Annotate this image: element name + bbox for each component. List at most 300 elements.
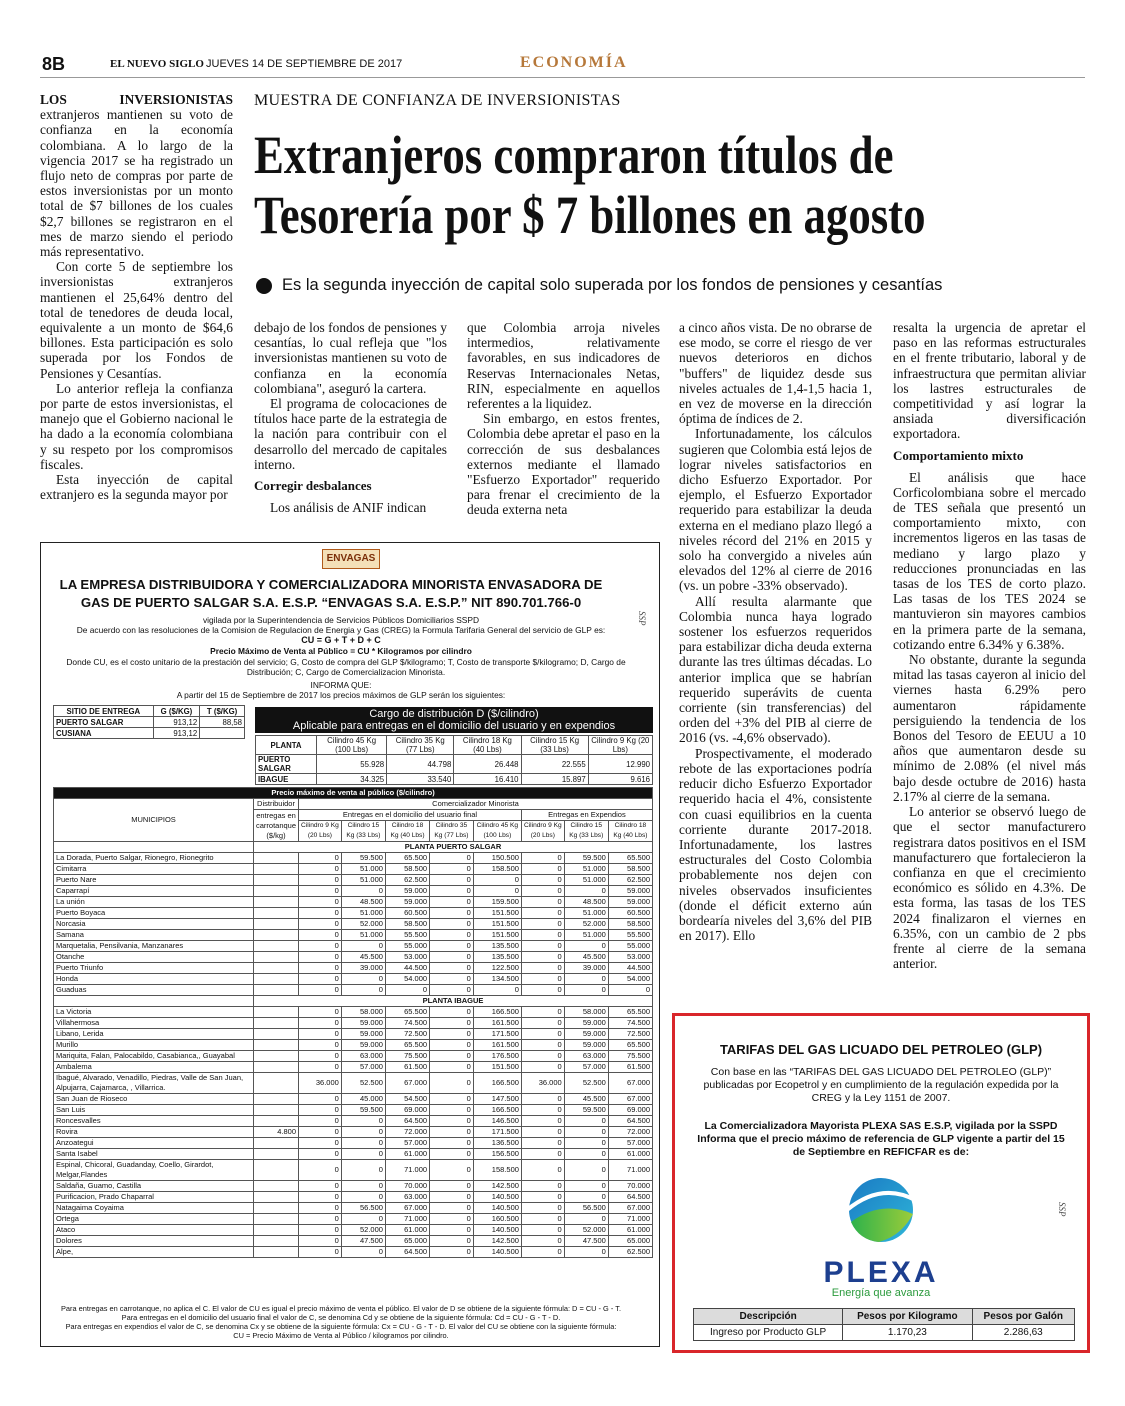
price-cell: 61.000 xyxy=(385,1225,429,1236)
municipio-name: Purificacion, Prado Chaparral xyxy=(54,1192,254,1203)
ssp-logo: SSP xyxy=(1057,1202,1067,1217)
price-cell: 0 xyxy=(521,1116,564,1127)
price-cell: 0 xyxy=(430,963,474,974)
price-cell: 64.500 xyxy=(608,1116,652,1127)
column-header: PLANTA xyxy=(256,736,317,755)
price-cell: 0 xyxy=(299,1181,342,1192)
price-cell: 0 xyxy=(564,1149,608,1160)
municipio-name: Mariquita, Falan, Palocabildo, Casabianca,, Guayabal xyxy=(54,1051,254,1062)
column-header: SITIO DE ENTREGA xyxy=(54,706,154,717)
price-cell: 0 xyxy=(341,1214,385,1225)
dist-cell xyxy=(254,1236,299,1247)
dist-cell xyxy=(254,1203,299,1214)
subtitle-text: Es la segunda inyección de capital solo superada por los fondos de pensiones y cesantías xyxy=(282,276,943,294)
headline-line-2: Tesorería por $ 7 billones en agosto xyxy=(254,185,926,245)
plexa-paragraph-2: La Comercializadora Mayorista PLEXA SAS E.S.P, vigilada por la SSPD Informa que el precio máximo de referencia de GLP vigente a partir del 15 de Septiembre en REFICFAR es de: xyxy=(697,1120,1065,1158)
dist-cell xyxy=(254,1029,299,1040)
municipio-name: Roncesvalles xyxy=(54,1116,254,1127)
price-cell: 59.500 xyxy=(564,853,608,864)
price-cell: 63.000 xyxy=(564,1051,608,1062)
table-row xyxy=(54,717,245,728)
price-cell: 0 xyxy=(521,963,564,974)
plexa-logo-icon xyxy=(841,1170,921,1256)
article-column-1 xyxy=(40,92,233,522)
price-cell: 151.500 xyxy=(473,1062,521,1073)
price-cell: 65.000 xyxy=(608,1236,652,1247)
dist-cell xyxy=(254,908,299,919)
paragraph: debajo de los fondos de pensiones y cesantías, lo cual refleja que "los inversionistas mantienen su voto de confianza en la economía colombiana", aseguró la cartera. xyxy=(254,320,447,396)
price-cell: 58.500 xyxy=(385,919,429,930)
ad-line: vigilada por la Superintendencia de Servicios Públicos Domiciliarios SSPD xyxy=(202,615,480,625)
lead-caps: LOS INVERSIONISTAS xyxy=(40,92,233,107)
price-cell: 135.500 xyxy=(473,941,521,952)
price-cell: 62.500 xyxy=(608,875,652,886)
price-cell: 0 xyxy=(473,875,521,886)
municipio-name: Samana xyxy=(54,930,254,941)
publication-name: EL NUEVO SIGLO xyxy=(110,58,204,70)
price-cell: 0 xyxy=(521,1127,564,1138)
subtitle xyxy=(256,276,942,295)
dist-cell xyxy=(254,1105,299,1116)
table-cell: 913,12 xyxy=(153,717,199,728)
paragraph-text: extranjeros mantienen su voto de confianza en la economía colombiana. A lo largo de la vigencia 2017 se ha registrado un flujo neto de compras por parte de estos inversionistas por un monto total de $7 billones de los cuales $2,7 billones se registraron en el mes de marzo siendo el periodo más representativo. xyxy=(40,107,233,260)
price-cell: 0 xyxy=(299,886,342,897)
bullet-icon xyxy=(256,278,272,294)
municipio-name: Alpe, xyxy=(54,1247,254,1258)
column-header: Pesos por Galón xyxy=(972,1309,1074,1325)
price-cell: 72.500 xyxy=(385,1029,429,1040)
price-cell: 0 xyxy=(341,1192,385,1203)
price-cell: 71.000 xyxy=(385,1214,429,1225)
footnote: Para entregas en el domicilio del usuario final el valor de C, se denomina Cd y se obtiene de la siguiente fórmula: Cd = CU - G - T - D. xyxy=(121,1313,561,1322)
price-cell: 0 xyxy=(299,1105,342,1116)
price-cell: 70.000 xyxy=(608,1181,652,1192)
dist-cell xyxy=(254,897,299,908)
price-cell: 56.500 xyxy=(341,1203,385,1214)
ad-line: INFORMA QUE: xyxy=(310,680,372,690)
dist-cell xyxy=(254,1160,299,1181)
paragraph: a cinco años vista. De no obrarse de ese modo, se corre el riesgo de ver nuevos deterioros en dichos "buffers" de liquidez desde sus niveles actuales de 1,4-1,5 hacia 1, en vez de moverse en la dirección óptima de índices de 2. xyxy=(679,320,872,427)
price-cell: 58.000 xyxy=(564,1007,608,1018)
article-column-3 xyxy=(467,320,660,526)
table-row xyxy=(54,1160,653,1181)
table-row xyxy=(54,930,653,941)
price-cell: 0 xyxy=(430,1247,474,1258)
dist-cell xyxy=(254,974,299,985)
table-row xyxy=(256,755,653,774)
plexa-paragraph-1: Con base en las “TARIFAS DEL GAS LICUADO DEL PETROLEO (GLP)” publicadas por Ecopetrol y en cumplimiento de la regulación expedida por la CREG y la Ley 1151 de 2007. xyxy=(703,1066,1059,1104)
price-cell: 54.000 xyxy=(385,974,429,985)
price-cell: 0 xyxy=(564,886,608,897)
price-cell: 0 xyxy=(299,1203,342,1214)
section-name: ECONOMÍA xyxy=(520,54,628,71)
price-cell: 59.000 xyxy=(341,1029,385,1040)
price-cell: 51.000 xyxy=(564,875,608,886)
price-cell: 0 xyxy=(430,941,474,952)
price-cell: 0 xyxy=(299,1138,342,1149)
municipio-name: Ibagué, Alvarado, Venadillo, Piedras, Valle de San Juan, Alpujarra, Cajamarca, , Villarrica. xyxy=(54,1073,254,1094)
price-cell: 52.500 xyxy=(341,1073,385,1094)
price-cell: 0 xyxy=(299,974,342,985)
plexa-title: TARIFAS DEL GAS LICUADO DEL PETROLEO (GLP) xyxy=(719,1042,1043,1057)
price-cell: 61.500 xyxy=(608,1062,652,1073)
price-cell: 65.500 xyxy=(385,853,429,864)
col-dist-2: entregas en carrotanque ($/kg) xyxy=(254,810,299,842)
dist-cell xyxy=(254,1073,299,1094)
table-row xyxy=(54,952,653,963)
price-cell: 0 xyxy=(341,1247,385,1258)
municipio-name: Puerto Boyaca xyxy=(54,908,254,919)
formula: CU = G + T + D + C xyxy=(301,635,381,645)
price-cell: 51.000 xyxy=(564,864,608,875)
ssp-logo: SSP xyxy=(637,611,647,626)
price-cell: 59.000 xyxy=(564,1018,608,1029)
price-cell: 0 xyxy=(521,1247,564,1258)
price-cell: 0 xyxy=(430,1094,474,1105)
table-row xyxy=(54,1073,653,1094)
price-cell: 0 xyxy=(299,919,342,930)
article-column-4 xyxy=(679,320,872,1005)
price-cell: 0 xyxy=(430,1203,474,1214)
paragraph: Con corte 5 de septiembre los inversionistas extranjeros mantienen el 25,64% dentro del total de tenedores de deuda local, equivalente a un monto de $64,6 billones. Esta participación es solo superada por los Fondos de Pensiones y Cesantías. xyxy=(40,259,233,381)
price-cell: 0 xyxy=(521,1160,564,1181)
paragraph: Prospectivamente, el moderado rebote de las exportaciones podría reducir dicho Esfuerzo Exportador requerido hacia el 4%, consistente con cuasi equilibrios en la cuenta corriente durante 2017-2018. Infortunadamente, los lastres estructurales del Costo Colombia probablemente nos dejen con niveles observados insuficientes (donde el déficit externo aún bordearía niveles del 3,6% del PIB en 2017). Ello xyxy=(679,745,872,944)
table-cell: 16.410 xyxy=(454,774,521,785)
price-cell: 55.500 xyxy=(608,930,652,941)
price-cell: 0 xyxy=(521,985,564,996)
price-cell: 0 xyxy=(521,952,564,963)
dist-cell xyxy=(254,919,299,930)
table-row xyxy=(54,728,245,739)
price-cell: 0 xyxy=(299,1007,342,1018)
price-cell: 59.500 xyxy=(564,1105,608,1116)
table-row xyxy=(54,1018,653,1029)
price-cell: 61.000 xyxy=(608,1149,652,1160)
price-cell: 61.500 xyxy=(385,1062,429,1073)
paragraph: No obstante, durante la segunda mitad las tasas cayeron al inicio del viernes hasta 6.29% pero aumentaron rápidamente persiguiendo la tendencia de los Bonos del Tesoro de EEUU a 10 años que aumentaron desde su mínimo de 2.08% (el nivel más bajo desde octubre de 2016) hasta 2.17% al cierre de la semana. xyxy=(893,652,1086,804)
table-cell: 55.928 xyxy=(317,755,387,774)
price-cell: 0 xyxy=(430,930,474,941)
headline-line-1: Extranjeros compraron títulos de xyxy=(254,125,894,185)
price-cell: 75.500 xyxy=(385,1051,429,1062)
table-row xyxy=(54,1040,653,1051)
municipio-name: Ortega xyxy=(54,1214,254,1225)
price-cell: 71.000 xyxy=(608,1160,652,1181)
price-cell: 0 xyxy=(299,1160,342,1181)
paragraph: El programa de colocaciones de títulos hace parte de la estrategia de la nación para contribuir con el desarrollo del mercado de capitales interno. xyxy=(254,396,447,472)
dist-cell xyxy=(254,963,299,974)
column-header: Cilindro 35 Kg (77 Lbs) xyxy=(387,736,454,755)
table-row xyxy=(54,1192,653,1203)
price-cell: 0 xyxy=(521,853,564,864)
table-row xyxy=(54,974,653,985)
price-cell: 59.000 xyxy=(341,1040,385,1051)
d-title-2: Aplicable para entregas en el domicilio del usuario y en expendios xyxy=(292,720,616,732)
municipio-name: Ataco xyxy=(54,1225,254,1236)
price-cell: 150.500 xyxy=(473,853,521,864)
price-cell: 0 xyxy=(430,1040,474,1051)
price-cell: 0 xyxy=(430,1225,474,1236)
price-cell: 0 xyxy=(430,919,474,930)
price-cell: 45.500 xyxy=(341,952,385,963)
price-cell: 65.500 xyxy=(608,1040,652,1051)
table-cell: 22.555 xyxy=(521,755,588,774)
municipio-name: La Victoria xyxy=(54,1007,254,1018)
price-cell: 0 xyxy=(564,1192,608,1203)
price-cell: 0 xyxy=(564,1214,608,1225)
price-cell: 75.500 xyxy=(608,1051,652,1062)
price-cell: 65.500 xyxy=(385,1007,429,1018)
paragraph: Esta inyección de capital extranjero es la segunda mayor por xyxy=(40,472,233,503)
dist-cell xyxy=(254,930,299,941)
price-cell: 140.500 xyxy=(473,1192,521,1203)
subheading: Comportamiento mixto xyxy=(893,447,1024,463)
price-cell: 0 xyxy=(430,908,474,919)
column-header: Cilindro 9 Kg (20 Lbs) xyxy=(299,821,342,842)
price-cell: 171.500 xyxy=(473,1029,521,1040)
municipio-name: San Juan de Rioseco xyxy=(54,1094,254,1105)
table-row xyxy=(54,1149,653,1160)
price-cell: 61.000 xyxy=(608,1225,652,1236)
price-cell: 156.500 xyxy=(473,1149,521,1160)
price-cell: 0 xyxy=(521,941,564,952)
price-cell: 0 xyxy=(341,1127,385,1138)
price-cell: 52.500 xyxy=(564,1073,608,1094)
price-cell: 0 xyxy=(385,985,429,996)
price-cell: 67.000 xyxy=(608,1094,652,1105)
table-row xyxy=(54,886,653,897)
municipio-name: San Luis xyxy=(54,1105,254,1116)
column-header: Cilindro 15 Kg (33 Lbs) xyxy=(564,821,608,842)
table-row xyxy=(54,1214,653,1225)
price-cell: 0 xyxy=(299,1127,342,1138)
price-cell: 62.500 xyxy=(385,875,429,886)
price-cell: 45.000 xyxy=(341,1094,385,1105)
price-cell: 0 xyxy=(564,974,608,985)
price-cell: 51.000 xyxy=(341,908,385,919)
price-cell: 0 xyxy=(299,1018,342,1029)
price-cell: 0 xyxy=(564,1247,608,1258)
price-cell: 151.500 xyxy=(473,930,521,941)
column-header: Cilindro 9 Kg (20 Lbs) xyxy=(588,736,652,755)
price-cell: 0 xyxy=(430,952,474,963)
municipio-name: Cimitarra xyxy=(54,864,254,875)
price-cell: 0 xyxy=(430,1029,474,1040)
price-cell: 59.500 xyxy=(341,1105,385,1116)
article-column-2 xyxy=(254,320,447,526)
price-cell: 0 xyxy=(521,919,564,930)
table-cell xyxy=(200,728,245,739)
price-cell: 0 xyxy=(341,1160,385,1181)
paragraph xyxy=(40,92,233,259)
price-cell: 0 xyxy=(299,864,342,875)
price-cell: 0 xyxy=(299,1062,342,1073)
planta-row xyxy=(54,996,653,1007)
price-cell: 51.000 xyxy=(341,930,385,941)
page-header xyxy=(40,50,1085,78)
dist-cell xyxy=(254,1051,299,1062)
price-cell: 0 xyxy=(299,1149,342,1160)
price-cell: 55.500 xyxy=(385,930,429,941)
price-cell: 0 xyxy=(341,974,385,985)
ad-line: De acuerdo con las resoluciones de la Comision de Regulacion de Energia y Gas (CREG) la Formula Tarifaria General del servicio de GLP es: xyxy=(76,625,606,635)
price-cell: 72.000 xyxy=(608,1127,652,1138)
price-cell: 0 xyxy=(430,1051,474,1062)
price-cell: 0 xyxy=(299,985,342,996)
municipio-name: Dolores xyxy=(54,1236,254,1247)
table-row xyxy=(54,1247,653,1258)
price-cell: 0 xyxy=(430,1149,474,1160)
price-cell: 0 xyxy=(341,1181,385,1192)
ad-title-line-1: LA EMPRESA DISTRIBUIDORA Y COMERCIALIZADORA MINORISTA ENVASADORA DE xyxy=(59,577,603,592)
table-row xyxy=(54,1138,653,1149)
price-cell: 0 xyxy=(473,886,521,897)
paragraph: Sin embargo, en estos frentes, Colombia debe apretar el paso en la corrección de sus desbalances externos mediante el llamado "Esfuerzo Exportador" requerido para frenar el crecimiento de la deuda externa neta xyxy=(467,411,660,518)
plexa-brand: PLEXA xyxy=(823,1256,939,1289)
price-cell: 0 xyxy=(521,1236,564,1247)
price-cell: 160.500 xyxy=(473,1214,521,1225)
price-cell: 0 xyxy=(299,853,342,864)
price-cell: 65.500 xyxy=(608,853,652,864)
dist-cell xyxy=(254,952,299,963)
price-cell: 71.000 xyxy=(608,1214,652,1225)
table-cell: 15.897 xyxy=(521,774,588,785)
price-cell: 0 xyxy=(341,1116,385,1127)
price-cell: 52.000 xyxy=(564,1225,608,1236)
price-cell: 166.500 xyxy=(473,1007,521,1018)
price-cell: 57.000 xyxy=(608,1138,652,1149)
ad-line: A partir del 15 de Septiembre de 2017 los precios máximos de GLP serán los siguientes: xyxy=(176,690,506,700)
municipio-name: Santa Isabel xyxy=(54,1149,254,1160)
table-cell: 44.798 xyxy=(387,755,454,774)
price-cell: 59.500 xyxy=(341,853,385,864)
municipio-name: Honda xyxy=(54,974,254,985)
price-cell: 0 xyxy=(430,864,474,875)
paragraph: Los análisis de ANIF indican xyxy=(270,500,427,516)
price-cell: 0 xyxy=(430,853,474,864)
dist-cell xyxy=(254,985,299,996)
price-cell: 0 xyxy=(521,1018,564,1029)
price-cell: 0 xyxy=(430,974,474,985)
price-cell: 0 xyxy=(430,1138,474,1149)
page-number: 8B xyxy=(42,54,66,74)
table-cell: 34.325 xyxy=(317,774,387,785)
price-cell: 161.500 xyxy=(473,1018,521,1029)
dist-cell xyxy=(254,875,299,886)
price-cell: 44.500 xyxy=(385,963,429,974)
price-cell: 0 xyxy=(341,886,385,897)
price-cell: 59.000 xyxy=(341,1018,385,1029)
table-row xyxy=(256,774,653,785)
price-cell: 0 xyxy=(341,985,385,996)
price-cell: 0 xyxy=(521,974,564,985)
table-cell: IBAGUE xyxy=(256,774,317,785)
price-cell: 0 xyxy=(341,1138,385,1149)
price-cell: 140.500 xyxy=(473,1203,521,1214)
price-cell: 0 xyxy=(521,908,564,919)
paragraph: que Colombia arroja niveles intermedios, relativamente favorables, en sus indicadores de Reservas Internacionales Netas, RIN, especialmente en aquellos referentes a la liquidez. xyxy=(467,320,660,412)
price-cell: 0 xyxy=(521,930,564,941)
column-header: G ($/KG) xyxy=(153,706,199,717)
price-cell: 135.500 xyxy=(473,952,521,963)
price-cell: 0 xyxy=(430,1127,474,1138)
table-row xyxy=(54,864,653,875)
municipio-name: Villahermosa xyxy=(54,1018,254,1029)
price-cell: 70.000 xyxy=(385,1181,429,1192)
municipio-name: Norcasia xyxy=(54,919,254,930)
price-cell: 0 xyxy=(299,963,342,974)
price-cell: 65.500 xyxy=(608,1007,652,1018)
price-cell: 36.000 xyxy=(521,1073,564,1094)
table-row xyxy=(54,1203,653,1214)
price-cell: 0 xyxy=(430,1073,474,1094)
price-cell: 0 xyxy=(341,941,385,952)
price-cell: 161.500 xyxy=(473,1040,521,1051)
price-cell: 142.500 xyxy=(473,1236,521,1247)
price-cell: 0 xyxy=(430,1105,474,1116)
price-cell: 51.000 xyxy=(341,864,385,875)
price-cell: 0 xyxy=(521,886,564,897)
table-cell: 88,58 xyxy=(200,717,245,728)
price-cell: 0 xyxy=(521,1214,564,1225)
column-header: Cilindro 45 Kg (100 Lbs) xyxy=(473,821,521,842)
headline xyxy=(254,125,951,245)
price-cell: 151.500 xyxy=(473,919,521,930)
dist-cell xyxy=(254,1214,299,1225)
price-cell: 0 xyxy=(299,952,342,963)
municipio-name: Saldaña, Guamo, Castilla xyxy=(54,1181,254,1192)
price-cell: 158.500 xyxy=(473,1160,521,1181)
paragraph: Allí resulta alarmante que Colombia nunca haya logrado sostener los esfuerzos requeridos para estabilizar dicha deuda externa durante las tres últimas décadas. Lo anterior implica que se habrían requerido superávits de cuenta corriente (sin transferencias) del orden del +3% del PIB al cierre de 2016 (vs. -4,6% observado). xyxy=(679,593,872,746)
price-cell: 0 xyxy=(521,1105,564,1116)
column-header: Cilindro 45 Kg (100 Lbs) xyxy=(317,736,387,755)
municipio-name: Puerto Nare xyxy=(54,875,254,886)
table-row xyxy=(54,1181,653,1192)
price-cell: 0 xyxy=(430,1181,474,1192)
price-cell: 0 xyxy=(430,897,474,908)
kicker: MUESTRA DE CONFIANZA DE INVERSIONISTAS xyxy=(254,92,621,109)
table-row xyxy=(54,1051,653,1062)
table-row xyxy=(54,1007,653,1018)
price-cell: 57.000 xyxy=(564,1062,608,1073)
dist-cell xyxy=(254,1007,299,1018)
price-cell: 67.000 xyxy=(608,1203,652,1214)
price-cell: 0 xyxy=(430,1062,474,1073)
planta-label: PLANTA PUERTO SALGAR xyxy=(254,842,653,853)
subheading: Corregir desbalances xyxy=(254,478,372,494)
price-cell: 63.000 xyxy=(341,1051,385,1062)
column-header: Cilindro 18 Kg (40 Lbs) xyxy=(454,736,521,755)
price-cell: 51.000 xyxy=(564,930,608,941)
col-dist: Distribuidor xyxy=(254,799,299,810)
price-cell: 59.000 xyxy=(385,886,429,897)
table-cell: 9.616 xyxy=(588,774,652,785)
price-cell: 166.500 xyxy=(473,1105,521,1116)
paragraph: resalta la urgencia de apretar el paso en las reformas estructurales en el frente tributario, laboral y de infraestructura que permitan aliviar los lastres estructurales de competitividad y así lograr la ansiada diversificación exportadora. xyxy=(893,320,1086,442)
municipio-name: Murillo xyxy=(54,1040,254,1051)
price-cell: 54.500 xyxy=(385,1094,429,1105)
table-row xyxy=(54,1127,653,1138)
municipio-name: Rovira xyxy=(54,1127,254,1138)
price-cell: 0 xyxy=(299,1040,342,1051)
price-cell: 64.500 xyxy=(385,1116,429,1127)
price-cell: 0 xyxy=(430,1214,474,1225)
price-cell: 0 xyxy=(521,1062,564,1073)
price-cell: 59.000 xyxy=(564,1040,608,1051)
footnote: CU = Precio Máximo de Venta al Público / kilogramos por cilindro. xyxy=(233,1331,449,1340)
price-cell: 158.500 xyxy=(473,864,521,875)
price-cell: 62.500 xyxy=(608,1247,652,1258)
